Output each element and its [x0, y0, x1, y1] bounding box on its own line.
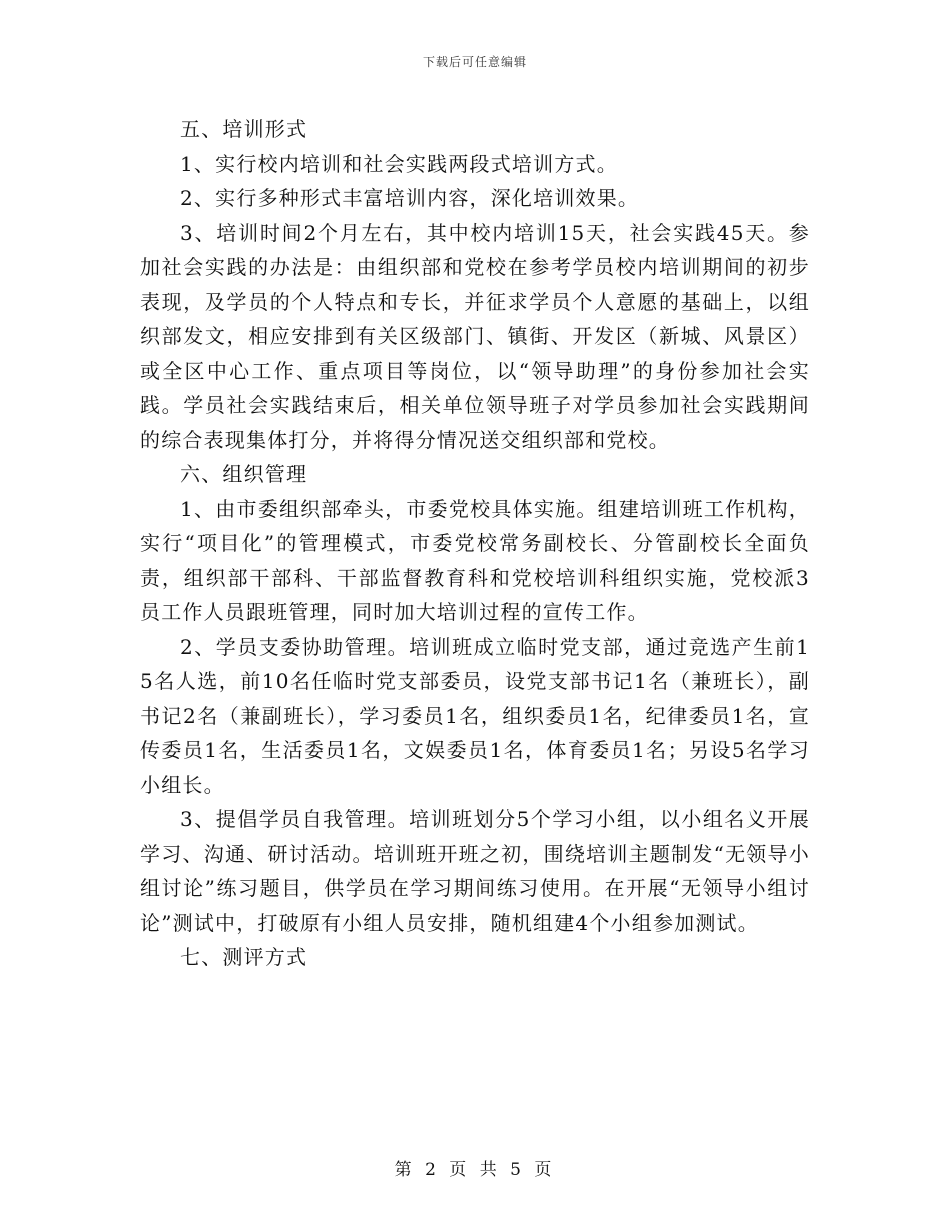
- paragraph: 1、实行校内培训和社会实践两段式培训方式。: [180, 151, 618, 176]
- page-header: 下载后可任意编辑: [422, 55, 527, 69]
- section-heading-evaluation-method: 七、测评方式: [180, 945, 308, 969]
- paragraph: 2、学员支委协助管理。培训班成立临时党支部，通过竞选产生前15名人选，前10名任临时党支部委员，设党支部书记1名（兼班长），副书记2名（兼副班长），学习委员1名，组织委员1名，纪律委员1名，宣传委员1名，生活委员1名，文娱委员1名，体育委员1名；另设5名学习小组长。: [140, 634, 810, 797]
- section-heading-organization-management: 六、组织管理: [180, 462, 308, 486]
- paragraph: 3、提倡学员自我管理。培训班划分5个学习小组，以小组名义开展学习、沟通、研讨活动。培训班开班之初，围绕培训主题制发“无领导小组讨论”练习题目，供学员在学习期间练习使用。在开展“无领导小组讨论”测试中，打破原有小组人员安排，随机组建4个小组参加测试。: [140, 807, 810, 935]
- paragraph: 2、实行多种形式丰富培训内容，深化培训效果。: [180, 186, 640, 210]
- paragraph: 3、培训时间2个月左右，其中校内培训15天，社会实践45天。参加社会实践的办法是：由组织部和党校在参考学员校内培训期间的初步表现，及学员的个人特点和专长，并征求学员个人意愿的基础上，以组织部发文，相应安排到有关区级部门、镇街、开发区（新城、风景区）或全区中心工作、重点项目等岗位，以“领导助理”的身份参加社会实践。学员社会实践结束后，相关单位领导班子对学员参加社会实践期间的综合表现集体打分，并将得分情况送交组织部和党校。: [140, 220, 810, 452]
- page-number-footer: 第 2 页 共 5 页: [394, 1160, 556, 1180]
- section-heading-training-form: 五、培训形式: [180, 117, 308, 141]
- document-body: [140, 112, 810, 975]
- paragraph: 1、由市委组织部牵头，市委党校具体实施。组建培训班工作机构，实行“项目化”的管理模式，市委党校常务副校长、分管副校长全面负责，组织部干部科、干部监督教育科和党校培训科组织实施，党校派3员工作人员跟班管理，同时加大培训过程的宣传工作。: [140, 496, 810, 624]
